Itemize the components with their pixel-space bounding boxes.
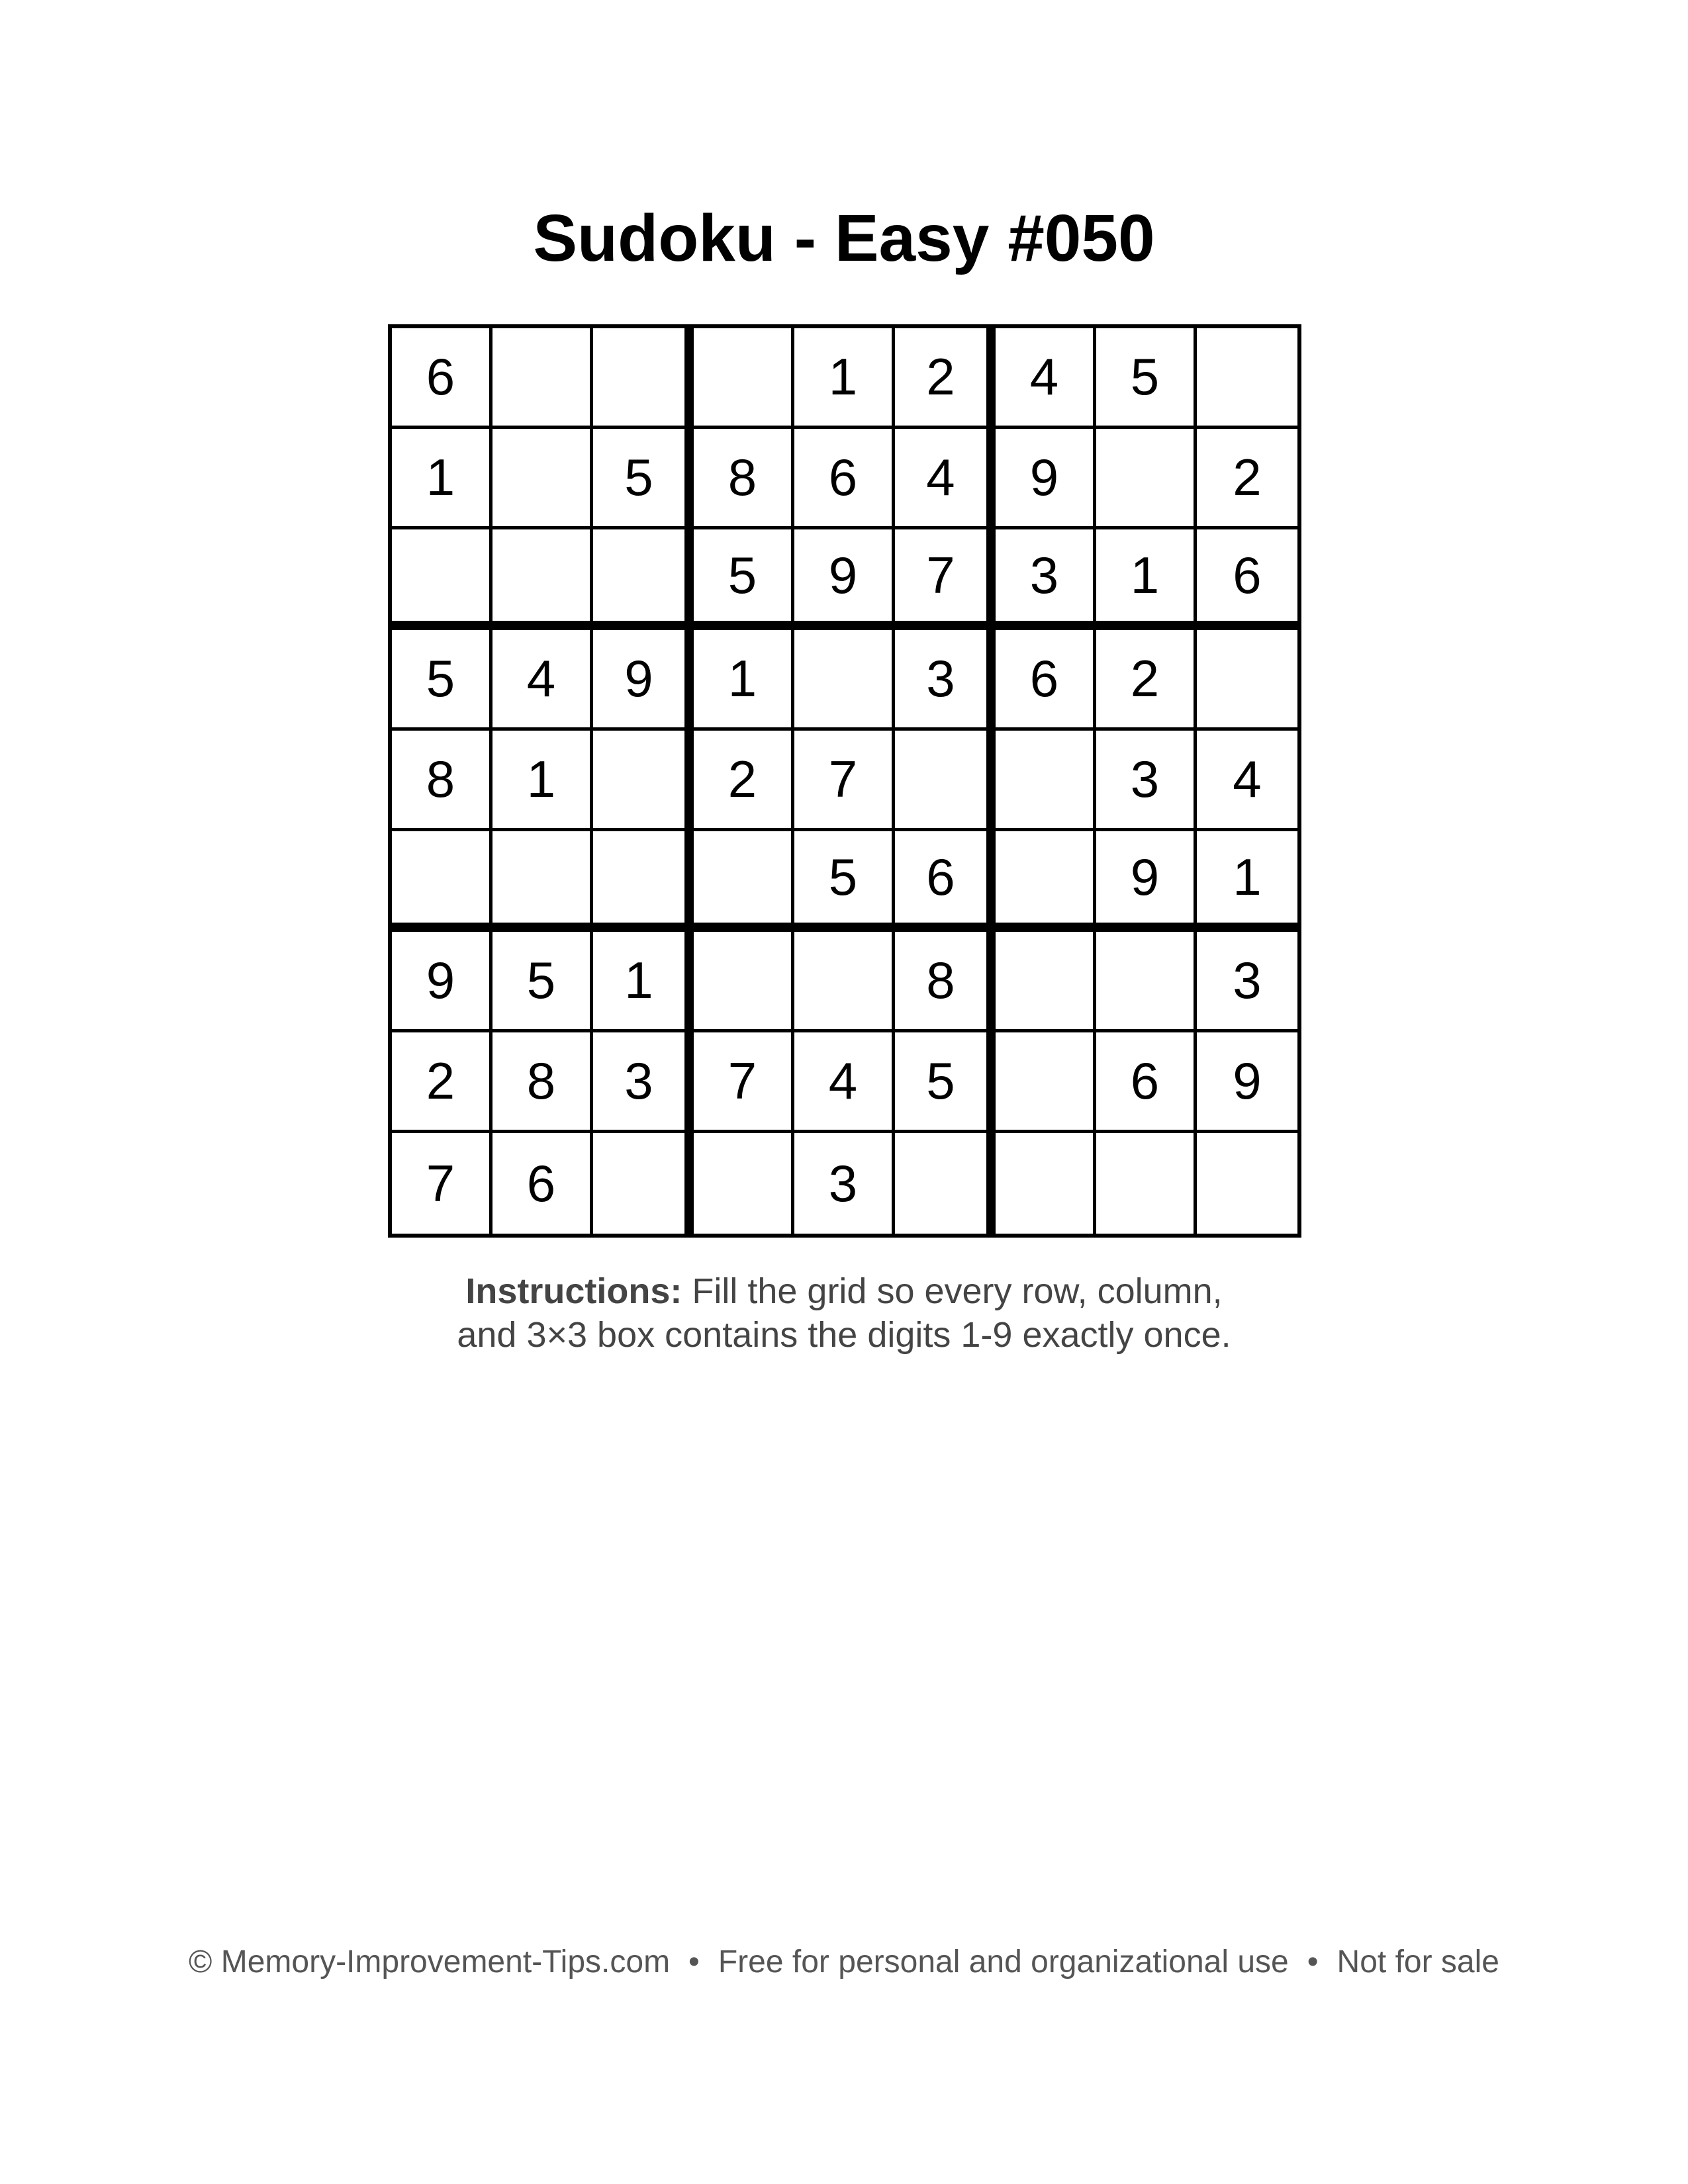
given-cell[interactable]: 8 <box>492 1032 593 1133</box>
empty-cell[interactable] <box>895 731 996 831</box>
given-cell[interactable]: 6 <box>1096 1032 1197 1133</box>
given-cell[interactable]: 1 <box>492 731 593 831</box>
given-cell[interactable]: 2 <box>694 731 794 831</box>
instructions-text-1: Fill the grid so every row, column, <box>692 1271 1223 1311</box>
footer-copyright: © Memory-Improvement-Tips.com <box>189 1944 671 1979</box>
given-cell[interactable]: 4 <box>1197 731 1297 831</box>
empty-cell[interactable] <box>593 831 694 932</box>
empty-cell[interactable] <box>694 328 794 429</box>
given-cell[interactable]: 5 <box>895 1032 996 1133</box>
given-cell[interactable]: 5 <box>794 831 895 932</box>
instructions <box>0 1269 1688 1357</box>
empty-cell[interactable] <box>593 328 694 429</box>
empty-cell[interactable] <box>492 529 593 630</box>
given-cell[interactable]: 8 <box>895 932 996 1032</box>
page-title: Sudoku - Easy #050 <box>533 201 1155 275</box>
empty-cell[interactable] <box>492 328 593 429</box>
sudoku-board <box>388 324 1301 1238</box>
given-cell[interactable]: 1 <box>1096 529 1197 630</box>
given-cell[interactable]: 9 <box>1197 1032 1297 1133</box>
given-cell[interactable]: 5 <box>492 932 593 1032</box>
empty-cell[interactable] <box>694 932 794 1032</box>
footer-separator: • <box>688 1944 700 1979</box>
empty-cell[interactable] <box>1197 328 1297 429</box>
given-cell[interactable]: 6 <box>895 831 996 932</box>
empty-cell[interactable] <box>1096 932 1197 1032</box>
given-cell[interactable]: 9 <box>1096 831 1197 932</box>
empty-cell[interactable] <box>895 1133 996 1234</box>
given-cell[interactable]: 2 <box>1197 429 1297 529</box>
given-cell[interactable]: 7 <box>694 1032 794 1133</box>
given-cell[interactable]: 3 <box>1096 731 1197 831</box>
empty-cell[interactable] <box>392 831 492 932</box>
empty-cell[interactable] <box>1197 630 1297 731</box>
given-cell[interactable]: 3 <box>996 529 1096 630</box>
instructions-line-1 <box>0 1269 1688 1313</box>
given-cell[interactable]: 4 <box>895 429 996 529</box>
empty-cell[interactable] <box>492 831 593 932</box>
given-cell[interactable]: 4 <box>492 630 593 731</box>
given-cell[interactable]: 6 <box>996 630 1096 731</box>
given-cell[interactable]: 2 <box>895 328 996 429</box>
empty-cell[interactable] <box>996 1133 1096 1234</box>
given-cell[interactable]: 9 <box>593 630 694 731</box>
empty-cell[interactable] <box>1096 429 1197 529</box>
given-cell[interactable]: 6 <box>392 328 492 429</box>
given-cell[interactable]: 7 <box>895 529 996 630</box>
given-cell[interactable]: 1 <box>1197 831 1297 932</box>
empty-cell[interactable] <box>492 429 593 529</box>
given-cell[interactable]: 4 <box>996 328 1096 429</box>
given-cell[interactable]: 9 <box>794 529 895 630</box>
empty-cell[interactable] <box>694 831 794 932</box>
empty-cell[interactable] <box>794 932 895 1032</box>
given-cell[interactable]: 3 <box>593 1032 694 1133</box>
footer-separator: • <box>1307 1944 1319 1979</box>
empty-cell[interactable] <box>694 1133 794 1234</box>
empty-cell[interactable] <box>996 731 1096 831</box>
empty-cell[interactable] <box>593 1133 694 1234</box>
instructions-line-2: and 3×3 box contains the digits 1-9 exactly once. <box>457 1315 1231 1355</box>
given-cell[interactable]: 1 <box>593 932 694 1032</box>
given-cell[interactable]: 4 <box>794 1032 895 1133</box>
empty-cell[interactable] <box>593 529 694 630</box>
given-cell[interactable]: 3 <box>1197 932 1297 1032</box>
given-cell[interactable]: 5 <box>1096 328 1197 429</box>
given-cell[interactable]: 6 <box>1197 529 1297 630</box>
given-cell[interactable]: 5 <box>593 429 694 529</box>
given-cell[interactable]: 8 <box>392 731 492 831</box>
instructions-label: Instructions: <box>465 1271 682 1311</box>
empty-cell[interactable] <box>593 731 694 831</box>
footer <box>0 1942 1688 1982</box>
footer-usage: Free for personal and organizational use <box>718 1944 1289 1979</box>
given-cell[interactable]: 1 <box>694 630 794 731</box>
given-cell[interactable]: 2 <box>1096 630 1197 731</box>
given-cell[interactable]: 1 <box>392 429 492 529</box>
given-cell[interactable]: 5 <box>694 529 794 630</box>
given-cell[interactable]: 6 <box>794 429 895 529</box>
empty-cell[interactable] <box>996 831 1096 932</box>
given-cell[interactable]: 6 <box>492 1133 593 1234</box>
given-cell[interactable]: 7 <box>392 1133 492 1234</box>
empty-cell[interactable] <box>996 1032 1096 1133</box>
empty-cell[interactable] <box>996 932 1096 1032</box>
given-cell[interactable]: 7 <box>794 731 895 831</box>
given-cell[interactable]: 8 <box>694 429 794 529</box>
given-cell[interactable]: 2 <box>392 1032 492 1133</box>
empty-cell[interactable] <box>1096 1133 1197 1234</box>
given-cell[interactable]: 1 <box>794 328 895 429</box>
empty-cell[interactable] <box>794 630 895 731</box>
given-cell[interactable]: 3 <box>794 1133 895 1234</box>
empty-cell[interactable] <box>1197 1133 1297 1234</box>
footer-sale: Not for sale <box>1336 1944 1499 1979</box>
given-cell[interactable]: 9 <box>392 932 492 1032</box>
empty-cell[interactable] <box>392 529 492 630</box>
given-cell[interactable]: 3 <box>895 630 996 731</box>
given-cell[interactable]: 9 <box>996 429 1096 529</box>
given-cell[interactable]: 5 <box>392 630 492 731</box>
